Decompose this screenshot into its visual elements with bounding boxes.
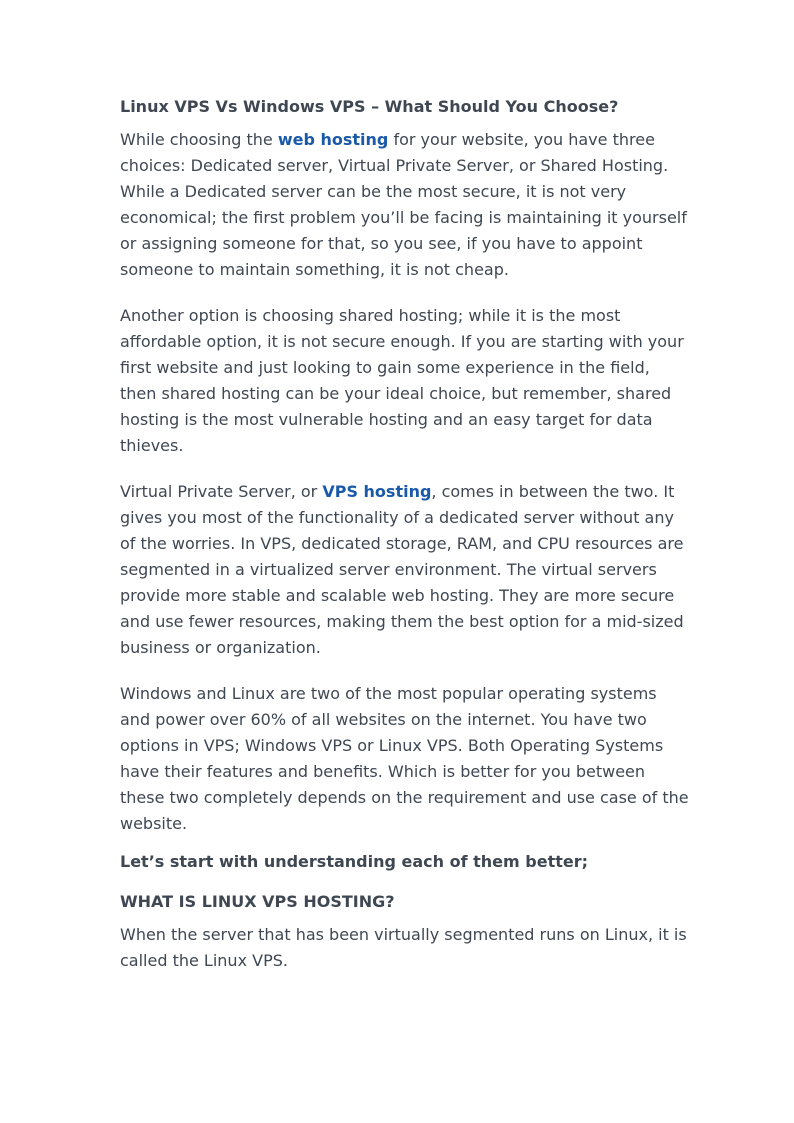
- page-title: Linux VPS Vs Windows VPS – What Should You Choose?: [120, 97, 619, 116]
- paragraph-text: , comes in between the two. It gives you most of the functionality of a dedicated server without any of the worries. In VPS, dedicated storage, RAM, and CPU resources are segmented in a virtualized server environment. The virtual servers provide more stable and scalable web hosting. They are more secure and use fewer resources, making them the best option for a mid-sized business or organization.: [120, 482, 684, 657]
- paragraph-windows-linux: Windows and Linux are two of the most popular operating systems and power over 60% of all websites on the internet. You have two options in VPS; Windows VPS or Linux VPS. Both Operating Systems have their features and benefits. Which is better for you between these two completely depends on the requirement and use case of the website.: [120, 684, 689, 833]
- paragraph-text: While choosing the: [120, 130, 278, 149]
- paragraph-text: for your website, you have three choices: Dedicated server, Virtual Private Server, or Shared Hosting. While a Dedicated server can be the most secure, it is not very economical; the first problem you’ll be facing is maintaining it yourself or assigning someone for that, so you see, if you have to appoint someone to maintain something, it is not cheap.: [120, 130, 687, 279]
- vps-hosting-link[interactable]: VPS hosting: [322, 482, 432, 501]
- paragraph-vps: [120, 479, 690, 661]
- article-content: [120, 96, 690, 974]
- web-hosting-link[interactable]: web hosting: [277, 130, 389, 149]
- paragraph-text: Virtual Private Server, or: [120, 482, 323, 501]
- paragraph-shared-hosting: Another option is choosing shared hosting; while it is the most affordable option, it is not secure enough. If you are starting with your first website and just looking to gain some experience in the field, then shared hosting can be your ideal choice, but remember, shared hosting is the most vulnerable hosting and an easy target for data thieves.: [120, 306, 684, 455]
- paragraph-hosting-choices: [120, 127, 690, 283]
- paragraph-linux-vps-definition: When the server that has been virtually segmented runs on Linux, it is called the Linux VPS.: [120, 925, 687, 970]
- intro-heading: Let’s start with understanding each of them better;: [120, 852, 588, 871]
- section-heading: WHAT IS LINUX VPS HOSTING?: [120, 892, 395, 911]
